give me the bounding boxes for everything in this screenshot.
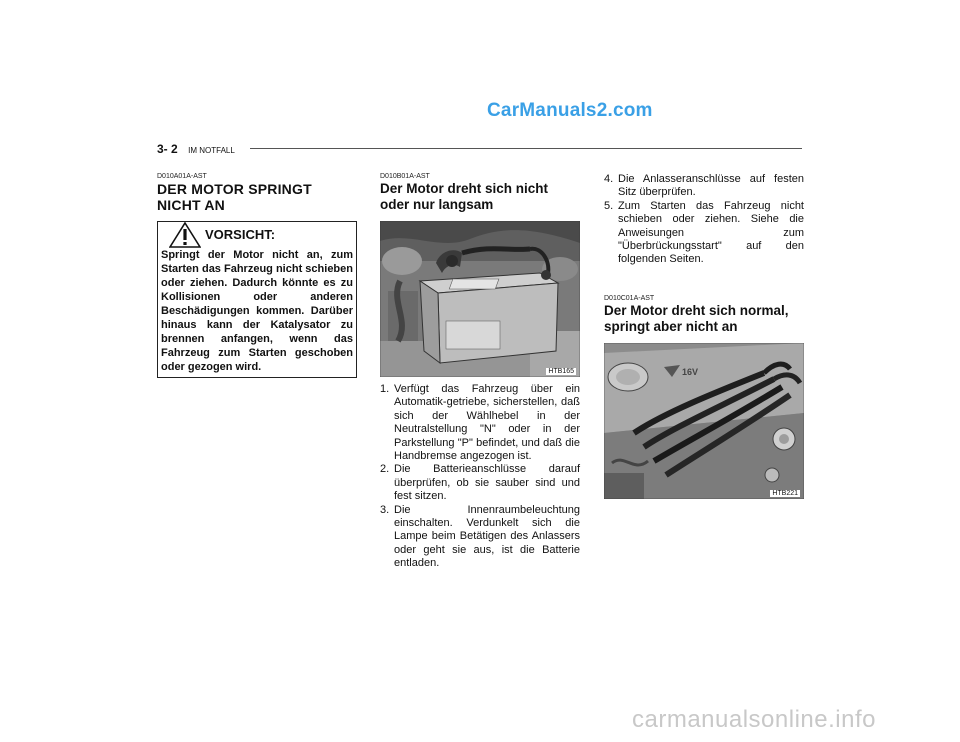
header-rule: [250, 148, 802, 149]
photo-code: HTB165: [548, 368, 574, 375]
list-item: 2. Die Batterieanschlüsse darauf überprüfen, ob sie sauber sind und fest sitzen.: [380, 463, 580, 503]
photo-code: HTB221: [772, 489, 798, 497]
warning-text: Springt der Motor nicht an, zum Starten das Fahrzeug nicht schieben oder ziehen. Dadurch könnte es zu Kollisionen oder anderen Beschädigungen kommen. Darüber hinaus kann der Katalysator zu brennen anfangen, wenn das Fahrzeug zum Starten geschoben oder gezogen wird.: [161, 249, 353, 373]
list-item: 3. Die Innenraumbeleuchtung einschalten. Verdunkelt sich die Lampe beim Betätigen des Anlassers oder geht sie aus, ist die Batterie entladen.: [380, 503, 580, 570]
watermark-carmanualsonline: carmanualsonline.info: [632, 706, 876, 733]
column-1: [157, 173, 357, 378]
battery-photo: [380, 221, 580, 377]
warning-header: [161, 224, 353, 248]
section-title: DER MOTOR SPRINGT NICHT AN: [157, 181, 312, 213]
battery-illustration: [380, 221, 580, 377]
warning-triangle-icon: [169, 222, 201, 248]
watermark-carmanuals2: CarManuals2.com: [487, 100, 653, 121]
steps-list-continued: [604, 173, 804, 267]
warning-box: [157, 221, 357, 378]
engine-photo: [604, 343, 804, 499]
list-item: 1. Verfügt das Fahrzeug über ein Automatik-getriebe, sicherstellen, daß sich der Wählhebel in der Neutralstellung "N" oder in der Parkstellung "P" befindet, und daß die Handbremse angezogen ist.: [380, 383, 580, 463]
column-3: [604, 173, 804, 499]
steps-list: [380, 383, 580, 571]
list-item: 4. Die Anlasseranschlüsse auf festen Sitz überprüfen.: [604, 173, 804, 199]
section-code: D010A01A-AST: [157, 173, 207, 180]
section-name: IM NOTFALL: [188, 146, 235, 155]
page-header: [157, 140, 235, 156]
svg-text:16V: 16V: [682, 366, 699, 377]
section-title: Der Motor dreht sich nicht oder nur langsam: [380, 181, 549, 212]
list-item: 5. Zum Starten das Fahrzeug nicht schieben oder ziehen. Siehe die Anweisungen zum "Überbrückungsstart" auf den folgenden Seiten.: [604, 199, 804, 266]
section-title: Der Motor dreht sich normal, springt aber nicht an: [604, 302, 789, 334]
engine-illustration: [604, 343, 804, 499]
page-number: 3- 2: [157, 142, 178, 156]
section-code: D010B01A-AST: [380, 173, 430, 180]
column-2: [380, 173, 580, 571]
warning-title: VORSICHT:: [205, 227, 276, 242]
section-code: D010C01A-AST: [604, 294, 655, 302]
